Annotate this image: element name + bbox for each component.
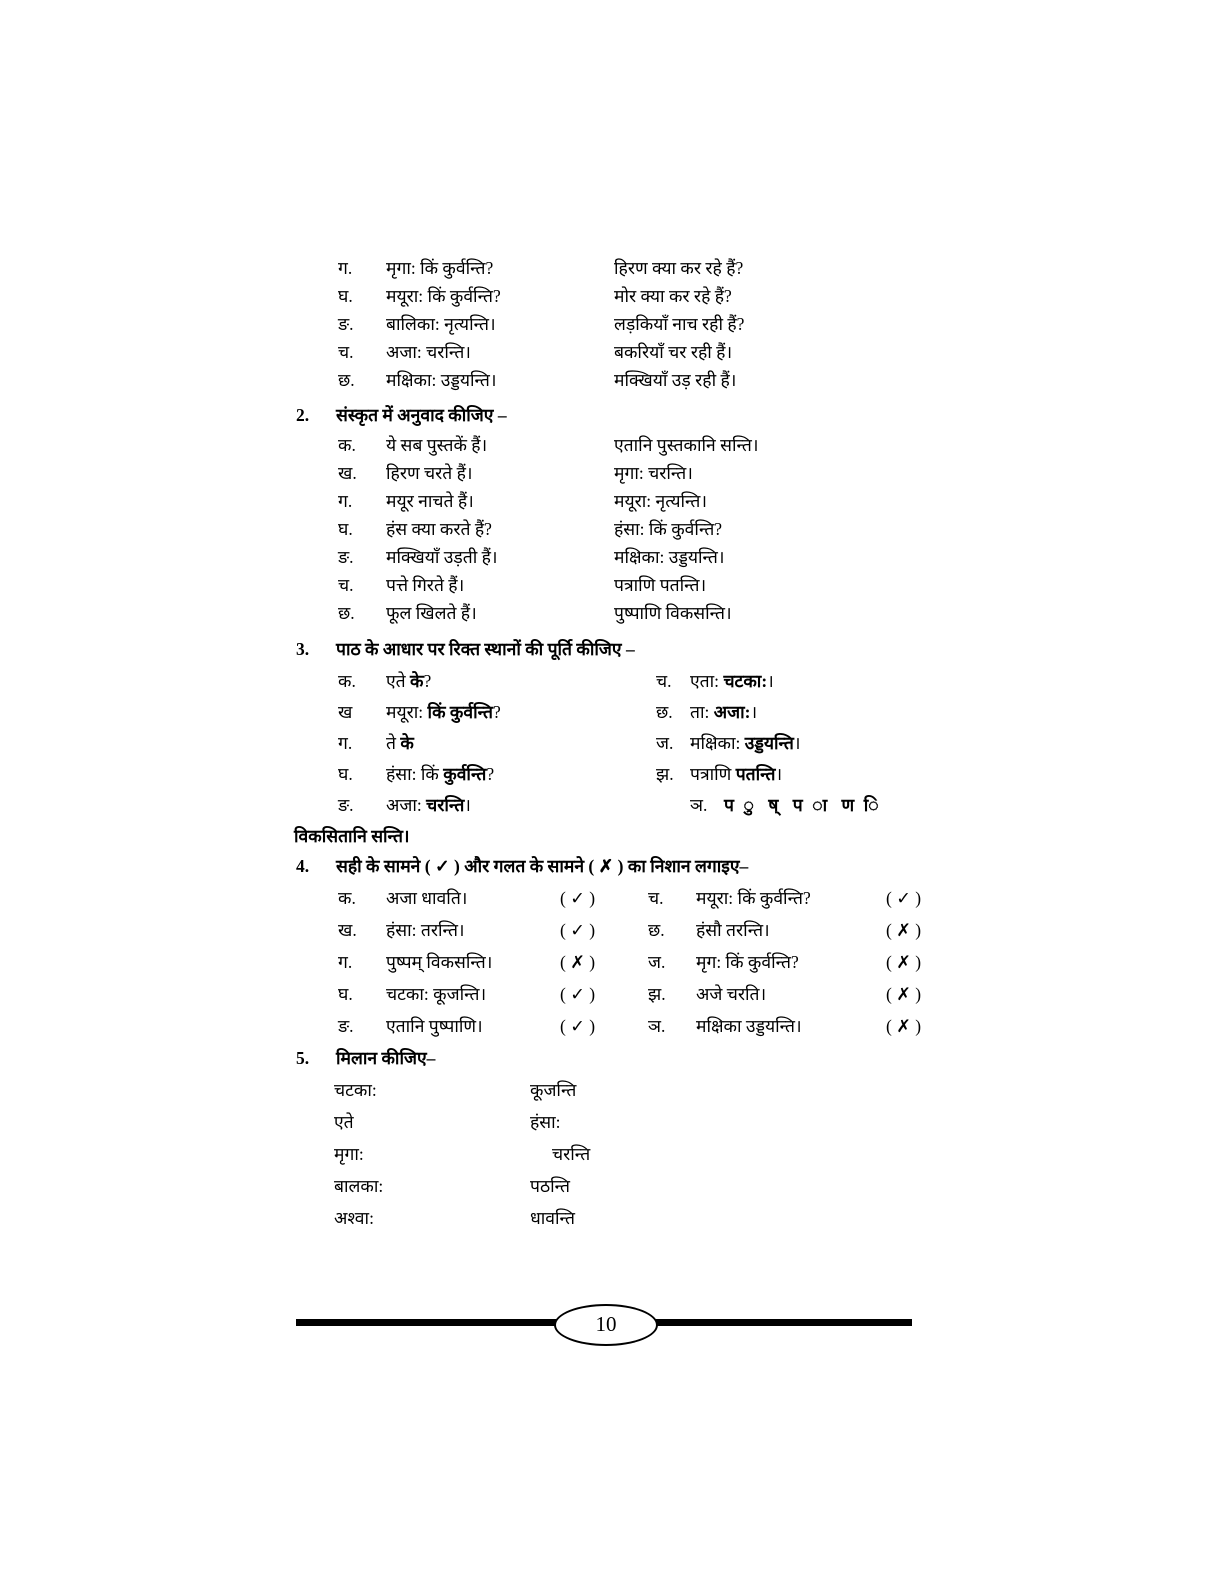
item-hindi: मक्खियाँ उड़ रही हैं। <box>614 369 737 390</box>
item-sanskrit: पुष्पाणि विकसन्ति। <box>614 602 732 623</box>
item-label-2: ञ. <box>648 1015 666 1036</box>
exercise-2-heading <box>296 403 916 427</box>
item-left: हंसा: तरन्ति। <box>386 919 465 940</box>
answer-mark-right: ( ✗ ) <box>886 1015 922 1036</box>
fill-answer: उड्डयन्ति <box>744 732 794 753</box>
item-label: च. <box>338 574 354 595</box>
list-item <box>296 258 916 280</box>
item-sanskrit: मृगा: किं कुर्वन्ति? <box>386 258 494 278</box>
item-label: ख <box>338 701 353 722</box>
exercise-5-heading <box>296 1046 916 1070</box>
match-row <box>296 1078 916 1102</box>
page-number: 10 <box>554 1304 658 1346</box>
exercise-number: 5. <box>296 1047 310 1068</box>
item-label-2: च. <box>656 670 672 691</box>
match-right: पठन्ति <box>530 1175 571 1196</box>
item-label-2: छ. <box>656 701 673 722</box>
item-label-2: झ. <box>656 763 674 784</box>
fill-suffix: । <box>750 701 758 722</box>
fill-prefix: एता: <box>690 670 724 691</box>
item-right: हंसौ तरन्ति। <box>696 919 770 940</box>
list-item <box>296 370 916 392</box>
fill-answer: के <box>400 732 414 753</box>
list-item <box>296 762 916 786</box>
match-row <box>296 1110 916 1134</box>
item-label: ङ. <box>338 546 354 567</box>
exercise-3-overflow-line: विकसितानि सन्ति। <box>294 825 410 846</box>
answer-mark-right: ( ✓ ) <box>886 887 922 908</box>
item-label: घ. <box>338 763 353 784</box>
answer-mark-left: ( ✓ ) <box>560 1015 596 1036</box>
list-item <box>296 1014 922 1038</box>
item-label: छ. <box>338 602 355 623</box>
item-right: मक्षिका उड्डयन्ति। <box>696 1015 802 1036</box>
item-left: चटका: कूजन्ति। <box>386 983 487 1004</box>
item-label-2: ज. <box>648 951 666 972</box>
item-left: एतानि पुष्पाणि। <box>386 1015 483 1036</box>
fill-answer: के <box>410 670 424 691</box>
list-item <box>296 342 916 364</box>
item-sanskrit: मयूरा: नृत्यन्ति। <box>614 491 708 512</box>
match-row <box>296 1142 916 1166</box>
exercise-title: मिलान कीजिए– <box>336 1047 436 1068</box>
answer-mark-right: ( ✗ ) <box>886 951 922 972</box>
exercise-3 <box>296 637 916 848</box>
item-hindi: हंस क्या करते हैं? <box>386 519 492 539</box>
item-label: ख. <box>338 463 357 484</box>
fill-prefix: मक्षिका: <box>690 732 745 753</box>
item-label: ङ. <box>338 1015 354 1036</box>
fill-answer: चटका: <box>723 670 768 691</box>
exercise-number: 2. <box>296 405 310 426</box>
item-left: पुष्पम् विकसन्ति। <box>386 951 493 972</box>
match-left: मृगा: <box>334 1143 364 1164</box>
fill-prefix: ता: <box>690 701 714 722</box>
item-sanskrit: मयूरा: किं कुर्वन्ति? <box>386 285 501 306</box>
item-sanskrit: एतानि पुस्तकानि सन्ति। <box>614 435 759 456</box>
list-item <box>296 982 922 1006</box>
match-right: हंसा: <box>530 1111 561 1132</box>
item-hindi: पत्ते गिरते हैं। <box>386 574 465 595</box>
item-hindi: हिरण चरते हैं। <box>386 463 473 484</box>
item-label-2: ञ. <box>690 794 708 815</box>
page-footer <box>296 1300 912 1346</box>
exercise-2 <box>296 403 916 624</box>
item-label: ग. <box>338 491 353 512</box>
item-hindi: मयूर नाचते हैं। <box>386 491 474 512</box>
item-label: घ. <box>338 519 353 539</box>
match-left: बालका: <box>334 1175 384 1196</box>
item-label: घ. <box>338 983 353 1004</box>
fill-prefix: मयूरा: <box>386 701 428 722</box>
list-item <box>296 463 916 485</box>
item-label: क. <box>338 670 356 691</box>
item-label-2: च. <box>648 887 664 908</box>
match-left: एते <box>334 1111 354 1132</box>
fill-suffix: ? <box>486 763 495 784</box>
item-hindi: ये सब पुस्तकें हैं। <box>386 435 488 456</box>
match-right: चरन्ति <box>552 1143 591 1164</box>
list-item <box>296 435 916 457</box>
item-label-2: झ. <box>648 983 666 1004</box>
fill-suffix: । <box>793 732 801 753</box>
fill-prefix: ते <box>386 732 401 753</box>
answer-mark-left: ( ✓ ) <box>560 983 596 1004</box>
fill-prefix: अजा: <box>386 794 427 815</box>
list-item <box>296 793 916 817</box>
item-label: ग. <box>338 258 353 278</box>
item-label: ग. <box>338 732 353 753</box>
exercise-number: 3. <box>296 638 310 659</box>
fill-suffix: ? <box>492 701 501 722</box>
fill-answer: अजा: <box>713 701 751 722</box>
item-right: मृग: किं कुर्वन्ति? <box>696 951 799 972</box>
item-label-2: ज. <box>656 732 674 753</box>
item-label: क. <box>338 435 356 456</box>
match-right: कूजन्ति <box>530 1079 577 1100</box>
list-item <box>296 700 916 724</box>
item-sanskrit: मक्षिका: उड्डयन्ति। <box>614 546 725 567</box>
fill-answer: पतन्ति <box>735 763 776 784</box>
item-hindi: बकरियाँ चर रही हैं। <box>614 341 733 362</box>
item-label: ङ. <box>338 794 354 815</box>
item-right <box>690 700 916 724</box>
answer-mark-right: ( ✗ ) <box>886 983 922 1004</box>
list-item <box>296 519 916 541</box>
page-content <box>294 258 922 1238</box>
list-item <box>296 575 916 597</box>
match-right: धावन्ति <box>530 1207 575 1228</box>
item-left <box>386 793 656 817</box>
item-left: अजा धावति। <box>386 887 468 908</box>
match-row <box>296 1174 916 1198</box>
item-label: ख. <box>338 919 357 940</box>
fill-suffix: । <box>775 763 783 784</box>
exercise-5 <box>296 1046 916 1230</box>
list-item <box>296 286 916 308</box>
list-item <box>296 669 916 693</box>
item-label: च. <box>338 341 354 362</box>
list-item <box>296 950 922 974</box>
item-right <box>690 731 916 755</box>
item-hindi: मक्खियाँ उड़ती हैं। <box>386 546 498 567</box>
exercise-1-continued <box>296 258 916 391</box>
answer-mark-right: ( ✗ ) <box>886 919 922 940</box>
fill-answer: चरन्ति <box>426 794 465 815</box>
answer-mark-left: ( ✓ ) <box>560 919 596 940</box>
item-right <box>690 762 916 786</box>
item-hindi: लड़कियाँ नाच रही हैं? <box>614 313 745 334</box>
list-item <box>296 314 916 336</box>
fill-suffix: ? <box>423 670 432 691</box>
exercise-title: संस्कृत में अनुवाद कीजिए – <box>336 405 507 426</box>
list-item <box>296 491 916 513</box>
match-left: अश्वा: <box>334 1207 374 1228</box>
list-item <box>296 603 916 625</box>
answer-mark-left: ( ✓ ) <box>560 887 596 908</box>
item-hindi: मोर क्या कर रहे हैं? <box>614 285 732 306</box>
item-left <box>386 762 656 786</box>
fill-suffix: । <box>464 794 471 815</box>
item-right <box>724 793 916 817</box>
list-item <box>296 731 916 755</box>
fill-answer: किं कुर्वन्ति <box>427 701 493 722</box>
list-item <box>296 547 916 569</box>
item-label-2: छ. <box>648 919 665 940</box>
item-label: छ. <box>338 369 355 390</box>
item-hindi: हिरण क्या कर रहे हैं? <box>614 258 744 278</box>
item-right <box>690 669 916 693</box>
item-sanskrit: मक्षिका: उड्डयन्ति। <box>386 369 497 390</box>
fill-answer: कुर्वन्ति <box>443 763 487 784</box>
item-sanskrit: बालिका: नृत्यन्ति। <box>386 313 496 334</box>
fill-prefix: एते <box>386 670 411 691</box>
list-item <box>296 886 922 910</box>
fill-prefix: हंसा: किं <box>386 763 444 784</box>
exercise-title: पाठ के आधार पर रिक्त स्थानों की पूर्ति कीजिए – <box>336 638 635 659</box>
item-left <box>386 669 656 693</box>
item-label: ग. <box>338 951 353 972</box>
item-label: ङ. <box>338 313 354 334</box>
item-sanskrit: पत्राणि पतन्ति। <box>614 574 707 595</box>
item-hindi: फूल खिलते हैं। <box>386 602 477 623</box>
exercise-4 <box>296 854 922 1038</box>
item-left <box>386 731 656 755</box>
fill-suffix: । <box>767 670 774 691</box>
list-item <box>296 918 922 942</box>
exercise-4-heading <box>296 854 916 878</box>
item-sanskrit: मृगा: चरन्ति। <box>614 463 693 484</box>
fill-prefix: पत्राणि <box>690 763 736 784</box>
exercise-number: 4. <box>296 855 310 876</box>
item-right: अजे चरति। <box>696 983 767 1004</box>
exercise-3-heading <box>296 637 916 661</box>
item-sanskrit: अजा: चरन्ति। <box>386 341 471 362</box>
answer-mark-left: ( ✗ ) <box>560 951 596 972</box>
match-row <box>296 1206 916 1230</box>
item-right: मयूरा: किं कुर्वन्ति? <box>696 887 811 908</box>
item-label: घ. <box>338 285 353 306</box>
fill-answer-broken: प ु ष् प ा ण ि <box>724 794 884 815</box>
item-sanskrit: हंसा: किं कुर्वन्ति? <box>614 519 723 539</box>
item-label: क. <box>338 887 356 908</box>
match-left: चटका: <box>334 1079 377 1100</box>
item-left <box>386 700 656 724</box>
exercise-title: सही के सामने ( ✓ ) और गलत के सामने ( ✗ ) का निशान लगाइए– <box>336 855 749 876</box>
